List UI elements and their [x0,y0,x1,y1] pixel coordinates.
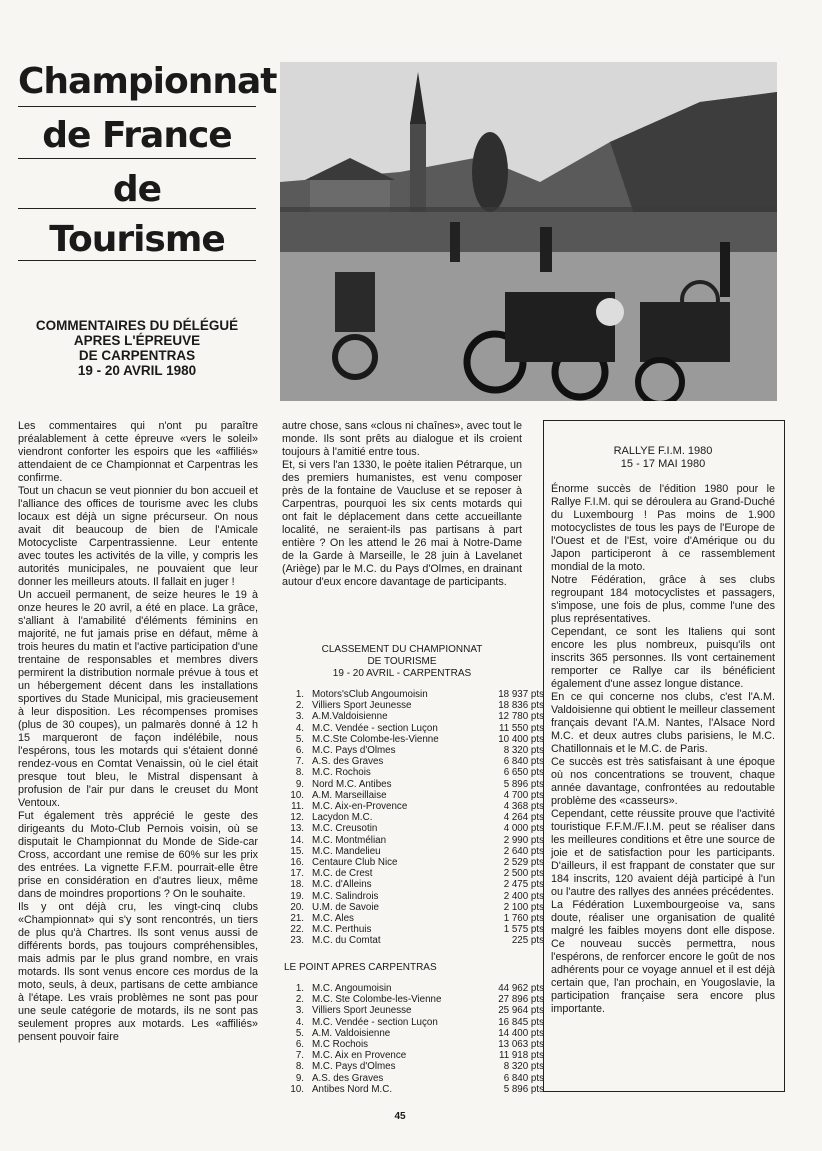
club-name: A.M. Valdoisienne [312,1027,391,1039]
table-row [282,1050,544,1061]
rallye-heading [551,445,775,471]
points: 13 063 pts [498,1039,544,1051]
table-row [282,913,544,924]
club-name: M.C. Aix-en-Provence [312,801,408,813]
rank-number: 15. [290,845,304,857]
points: 2 475 pts [503,879,544,891]
points: 8 320 pts [503,1061,544,1073]
title-championnat: Championnat [18,61,277,102]
points: 11 918 pts [498,1050,544,1062]
club-name: M.C. de Crest [312,868,373,880]
points: 6 840 pts [503,756,544,768]
rank-number: 7. [295,1050,304,1062]
classement-subtitle: DE TOURISME [367,656,437,667]
rallye-title: RALLYE F.I.M. 1980 [613,445,713,457]
rank-number: 9. [295,778,304,790]
rank-number: 5. [295,1027,304,1039]
paragraph: Et, si vers l'an 1330, le poète italien Pétrarque, un des premiers humanistes, est venu composer près de la fontaine de Vaucluse et se reposer à Carpentras, pourquoi les six cents motards qui ont fait le déplacement dans cette accueillante localité, ne seraient-ils pas partisans à part entière ? On les attend le 26 mai à Notre-Dame de la Garde à Marseille, le 28 juin à Lavelanet (Ariège) par le M.C. du Pays d'Olmes, en drainant autour d'eux encore davantage de participants. [282,459,522,588]
points: 4 368 pts [503,801,544,813]
points: 2 400 pts [503,890,544,902]
table-row [282,767,544,778]
club-name: M.C. Creusotin [312,823,378,835]
table-row [282,1039,544,1050]
table-row [282,935,544,946]
club-name: A.S. des Graves [312,756,384,768]
title-de-france: de France [42,115,232,156]
table-row [282,891,544,902]
club-name: M.C. Rochois [312,767,371,779]
table-row [282,823,544,834]
rank-number: 12. [290,812,304,824]
table-row [282,745,544,756]
rank-number: 14. [290,834,304,846]
rank-number: 11. [291,801,304,813]
points: 2 640 pts [503,845,544,857]
rank-number: 1. [295,689,304,700]
points: 6 650 pts [503,767,544,779]
table-row [282,835,544,846]
club-name: M.C. du Comtat [312,935,381,947]
point-table [282,983,544,1095]
rank-number: 5. [295,733,304,745]
page-number: 45 [394,1111,406,1122]
points: 4 264 pts [503,812,544,824]
paragraph: autre chose, sans «clous ni chaînes», avec tout le monde. Ils sont prêts au dialogue et ils croient toujours à l'amitié entre tous. [282,420,522,458]
points: 10 400 pts [498,733,544,745]
rank-number: 1. [295,983,304,994]
club-name: M.C. Ales [312,913,354,925]
table-row [282,711,544,722]
subtitle-line: 19 - 20 AVRIL 1980 [77,363,197,378]
club-name: Centaure Club Nice [312,857,398,869]
classement-title: CLASSEMENT DU CHAMPIONNAT [321,644,483,655]
club-name: M.C. Perthuis [312,924,372,936]
points: 4 000 pts [503,823,544,835]
rank-number: 6. [295,1039,304,1051]
subtitle-line: DE CARPENTRAS [78,348,196,363]
paragraph: Ils y ont déjà cru, les vingt-cinq clubs «Championnat» qui s'y sont rencontrés, un tiers de plus qu'à Chartres. Ils sont venus aussi de différents bords, pas toujours compréhensibles, mais admis par le plus grand nombre, en vrais motards. Ils sont venus encore ces mordus de la moto, seuls, à deux, partisans de cette ambiance à l'étape. Les vrais problèmes ne sont pas pour une seule catégorie de motards, ils ne sont pas seulement propres aux motards. Les «affiliés» pensent pouvoir faire [18,901,258,1043]
club-name: M.C. Vendée - section Luçon [312,722,438,734]
title-rule [18,208,256,209]
title-tourisme: Tourisme [49,219,225,260]
paragraph: Un accueil permanent, de seize heures le 19 à onze heures le 20 avril, a été en place. La grâce, s'alliant à l'amabilité d'éléments féminins en majorité, ne fut jamais prise en défaut, même à trois heures du matin et l'active participation d'une trentaine de responsables et membres divers permirent la distribution normale prévue à tous et un hébergement décent dans les installations sportives du Stade Municipal, mis gracieusement à leur disposition. Les récompenses promises (plus de 30 coupes), un palmarès donné à 12 h 15 marqueront de façon indélébile, nous l'espérons, tous les motards qui s'étaient donné rendez-vous en Comtat Venaissin, où le ciel était presque tout bleu, le Mistral dispensant à profusion de l'air pur dans le creuset du Mont Ventoux. [18,589,258,809]
club-name: A.S. des Graves [312,1072,384,1084]
classement-table [282,689,544,947]
points: 1 760 pts [503,913,544,925]
rank-number: 21. [290,913,304,925]
points: 6 840 pts [503,1072,544,1084]
club-name: M.C. Pays d'Olmes [312,1061,396,1073]
rank-number: 2. [295,700,304,712]
rallye-text [551,483,775,1016]
rank-number: 8. [295,1061,304,1073]
table-row [282,812,544,823]
club-name: U.M. de Savoie [312,901,379,913]
points: 5 896 pts [503,778,544,790]
rank-number: 6. [295,745,304,757]
title-rule [18,106,256,107]
points: 2 990 pts [503,834,544,846]
paragraph: Cependant, ce sont les Italiens qui sont encore les plus nombreux, puisqu'ils ont inscrits 365 personnes. Ils vont certainement remporter ce Rallye car ils bénéficient également d'une assez longue distance. [551,626,775,690]
club-name: Nord M.C. Antibes [312,778,392,790]
rank-number: 7. [295,756,304,768]
paragraph: Cependant, cette réussite prouve que l'activité touristique F.F.M./F.I.M. peut se réaliser dans les meilleures conditions et être une source de joie et de satisfaction pour les participants. D'ailleurs, il est frappant de constater que sur 184 inscrits, 120 avaient déjà participé à l'un ou l'autre des rallyes des années précédentes. [551,808,775,898]
table-row [282,723,544,734]
rank-number: 8. [295,767,304,779]
points: 2 529 pts [503,857,544,869]
table-row [282,1017,544,1028]
table-row [282,1005,544,1016]
table-row [282,868,544,879]
rank-number: 13. [290,823,304,835]
title-rule [18,260,256,261]
paragraph: Ce succès est très satisfaisant à une époque où nos concentrations se trouvent, chaque année davantage, confrontées au redoutable problème des «casseurs». [551,756,775,807]
points: 1 575 pts [503,924,544,936]
club-name: M.C. d'Alleins [312,879,372,891]
rank-number: 17. [290,868,304,880]
table-row [282,1028,544,1039]
club-name: Villiers Sport Jeunesse [312,1005,412,1017]
paragraph: En ce qui concerne nos clubs, c'est l'A.M. Valdoisienne qui obtient le meilleur classement français devant l'A.M. Nantes, l'Alsace Nord M.C. et deux autres clubs parisiens, le M.C. Chatillonnais et le M.C. de Paris. [551,691,775,755]
club-name: M.C Rochois [312,1039,369,1051]
club-name: M.C. Angoumoisin [312,983,392,994]
club-name: M.C. Aix en Provence [312,1050,407,1062]
photo-motorcycles [280,62,777,401]
table-row [282,689,544,700]
subtitle-line: APRES L'ÉPREUVE [73,333,201,348]
rank-number: 9. [295,1072,304,1084]
club-name: M.C.Ste Colombe-les-Vienne [312,733,439,745]
club-name: M.C. Salindrois [312,890,379,902]
paragraph: Notre Fédération, grâce à ses clubs regroupant 184 motocyclistes et passagers, s'impose, une fois de plus, comme l'une des plus représentatives. [551,574,775,625]
table-row [282,790,544,801]
rallye-dates: 15 - 17 MAI 1980 [620,458,706,470]
rank-number: 16. [290,857,304,869]
table-row [282,734,544,745]
subtitle-line: COMMENTAIRES DU DÉLÉGUÉ [35,318,239,333]
photo-illustration [280,62,777,401]
classement-heading [282,644,522,680]
article-column-2 [282,420,522,589]
points: 2 500 pts [503,868,544,880]
club-name: M.C. Vendée - section Luçon [312,1016,438,1028]
paragraph: Énorme succès de l'édition 1980 pour le Rallye F.I.M. qui se déroulera au Grand-Duché du Luxembourg ! Pas moins de 1.900 motocyclistes de tous les pays de l'Europe de l'Ouest et de l'Est, voire d'Amérique ou du Japon participeront à ce rassemblement mondial de la moto. [551,483,775,573]
subtitle-block [18,318,256,378]
point-heading: LE POINT APRES CARPENTRAS [284,962,437,973]
rank-number: 20. [290,901,304,913]
table-row [282,857,544,868]
table-row [282,983,544,994]
table-row [282,846,544,857]
paragraph: Tout un chacun se veut pionnier du bon accueil et l'alliance des offices de tourisme avec les clubs locaux est déjà un signe précurseur. On nous avait dit beaucoup de bien de l'Amicale Motocycliste Carpentrassienne. Leur entente avec toutes les activités de la ville, y compris les autorités municipales, ne pouvaient que leur donner les meilleurs atouts. Il fallait en juger ! [18,485,258,588]
points: 25 964 pts [498,1005,544,1017]
table-row [282,1061,544,1072]
table-row [282,801,544,812]
points: 18 836 pts [498,700,544,712]
club-name: M.C. Ste Colombe-les-Vienne [312,994,442,1006]
points: 14 400 pts [498,1027,544,1039]
club-name: Motors'sClub Angoumoisin [312,689,428,700]
rank-number: 10. [290,1083,304,1095]
points: 16 845 pts [498,1016,544,1028]
points: 2 100 pts [503,901,544,913]
points: 4 700 pts [503,789,544,801]
rank-number: 4. [295,722,304,734]
classement-date: 19 - 20 AVRIL - CARPENTRAS [332,668,472,679]
club-name: M.C. Montmélian [312,834,387,846]
points: 8 320 pts [503,745,544,757]
title-de: de [112,169,162,210]
paragraph: Les commentaires qui n'ont pu paraître préalablement à cette épreuve «vers le soleil» viendront conforter les espoirs que les «affiliés» attendaient de ce Championnat et Carpentras les confirme. [18,420,258,484]
rank-number: 4. [295,1016,304,1028]
table-row [282,924,544,935]
points: 44 962 pts [498,983,544,994]
points: 5 896 pts [503,1083,544,1095]
table-row [282,879,544,890]
title-rule [18,158,256,159]
table-row [282,1084,544,1095]
points: 225 pts [511,935,544,947]
club-name: M.C. Pays d'Olmes [312,745,396,757]
rank-number: 10. [290,789,304,801]
points: 12 780 pts [498,711,544,723]
points: 11 550 pts [498,722,544,734]
table-row [282,994,544,1005]
club-name: M.C. Mandelieu [312,845,381,857]
table-row [282,1073,544,1084]
table-row [282,700,544,711]
rank-number: 23. [290,935,304,947]
points: 27 896 pts [498,994,544,1006]
article-column-1 [18,420,258,1044]
paragraph: Fut également très apprécié le geste des dirigeants du Moto-Club Pernois voisin, où se disputait le Championnat du Monde de Side-car Cross, accordant une remise de 60% sur les prix des entrées. La vignette F.F.M. pourrait-elle être prise en considération en d'autres lieux, même dans de moindres proportions ? On le souhaite. [18,810,258,900]
table-row [282,779,544,790]
club-name: Villiers Sport Jeunesse [312,700,412,712]
rank-number: 22. [290,924,304,936]
points: 18 937 pts [498,689,544,700]
rank-number: 18. [290,879,304,891]
club-name: Antibes Nord M.C. [312,1083,393,1095]
rank-number: 3. [295,1005,304,1017]
rank-number: 2. [295,994,304,1006]
table-row [282,756,544,767]
club-name: Lacydon M.C. [312,812,373,824]
club-name: A.M. Marseillaise [312,789,387,801]
rank-number: 19. [290,890,304,902]
paragraph: La Fédération Luxembourgeoise va, sans doute, réaliser une organisation de qualité malgré les faibles moyens dont elle dispose. Ce nouveau succès permettra, nous l'espérons, de renforcer encore le goût de nos adhérents pour ce voyage annuel et il est déjà certain que, l'an prochain, en Yougoslavie, la participation française sera encore plus importante. [551,899,775,1015]
table-row [282,902,544,913]
club-name: A.M.Valdoisienne [312,711,388,723]
rank-number: 3. [295,711,304,723]
